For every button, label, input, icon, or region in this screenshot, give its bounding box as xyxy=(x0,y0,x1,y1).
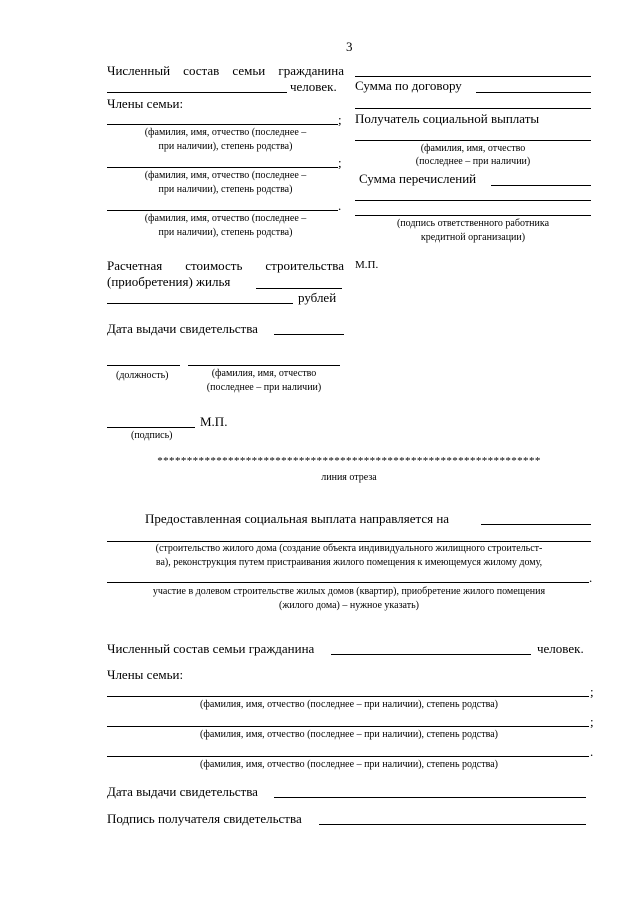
bottom-member-field-3[interactable] xyxy=(107,756,589,757)
page-number: 3 xyxy=(346,39,353,54)
transfer-sum-field[interactable] xyxy=(491,185,591,186)
seal-place-right: М.П. xyxy=(355,259,379,271)
member-hint-2a: (фамилия, имя, отчество (последнее – xyxy=(144,170,307,181)
signature-hint: (подпись) xyxy=(131,430,173,441)
member-hint-3a: (фамилия, имя, отчество (последнее – xyxy=(144,213,307,224)
bottom-issue-date-field[interactable] xyxy=(274,797,586,798)
bottom-semicolon-2: ; xyxy=(590,714,594,729)
estimated-cost-label-2: (приобретения) жилья xyxy=(107,274,231,289)
estimated-cost-unit: рублей xyxy=(298,290,337,305)
cut-line-label: линия отреза xyxy=(321,472,377,483)
family-count-unit: человек. xyxy=(290,79,337,94)
bottom-period: . xyxy=(590,744,594,759)
semicolon-1: ; xyxy=(338,112,342,127)
position-hint: (должность) xyxy=(116,370,169,381)
recipient-signature-field[interactable] xyxy=(319,824,586,825)
member-hint-1a: (фамилия, имя, отчество (последнее – xyxy=(144,127,307,138)
recipient-signature-label: Подпись получателя свидетельства xyxy=(107,811,302,826)
official-name-hint-1: (фамилия, имя, отчество xyxy=(211,368,317,379)
transfer-sum-label: Сумма перечислений xyxy=(359,171,477,186)
period-1: . xyxy=(338,198,342,213)
direction-hint-1: (строительство жилого дома (создание объекта индивидуального жилищного строительст- xyxy=(155,543,543,554)
member-hint-3b: при наличии), степень родства) xyxy=(158,227,293,238)
official-name-hint-2: (последнее – при наличии) xyxy=(206,382,322,393)
contract-sum-label: Сумма по договору xyxy=(355,78,462,93)
bottom-family-count-unit: человек. xyxy=(537,641,584,656)
contract-sum-field-2[interactable] xyxy=(355,108,591,109)
bottom-member-field-2[interactable] xyxy=(107,726,589,727)
estimated-cost-label: Расчетная стоимость строительства xyxy=(107,258,344,273)
cut-line-stars: ***************************************************************** xyxy=(157,455,541,467)
issue-date-label: Дата выдачи свидетельства xyxy=(107,321,258,336)
right-top-line[interactable] xyxy=(355,76,591,77)
recipient-label: Получатель социальной выплаты xyxy=(355,111,540,126)
transfer-sum-field-2[interactable] xyxy=(355,200,591,201)
family-count-field[interactable] xyxy=(107,92,287,93)
direction-field-3[interactable] xyxy=(107,582,589,583)
recipient-hint-1: (фамилия, имя, отчество xyxy=(420,143,526,154)
estimated-cost-field-a[interactable] xyxy=(256,288,342,289)
seal-place-left: М.П. xyxy=(200,414,228,429)
bottom-member-hint-3: (фамилия, имя, отчество (последнее – при наличии), степень родства) xyxy=(200,759,498,770)
direction-hint-2: ва), реконструкция путем пристраивания жилого помещения к имеющемуся жилому дому, xyxy=(155,557,543,568)
member-hint-2b: при наличии), степень родства) xyxy=(158,184,293,195)
direction-field[interactable] xyxy=(481,524,591,525)
issue-date-field[interactable] xyxy=(274,334,344,335)
bottom-issue-date-label: Дата выдачи свидетельства xyxy=(107,784,258,799)
member-hint-1b: при наличии), степень родства) xyxy=(158,141,293,152)
direction-hint-4: (жилого дома) – нужное указать) xyxy=(279,600,419,611)
family-member-field-1[interactable] xyxy=(107,124,338,125)
officer-hint-2: кредитной организации) xyxy=(420,232,526,243)
bottom-family-count-label: Численный состав семьи гражданина xyxy=(107,641,315,656)
bottom-family-count-field[interactable] xyxy=(331,654,531,655)
direction-field-2[interactable] xyxy=(107,541,591,542)
bottom-semicolon-1: ; xyxy=(590,684,594,699)
bottom-member-field-1[interactable] xyxy=(107,696,589,697)
contract-sum-field[interactable] xyxy=(476,92,591,93)
recipient-field[interactable] xyxy=(355,140,591,141)
official-name-field[interactable] xyxy=(188,365,340,366)
position-field[interactable] xyxy=(107,365,180,366)
family-member-field-3[interactable] xyxy=(107,210,338,211)
officer-hint-1: (подпись ответственного работника xyxy=(396,218,550,229)
family-members-label: Члены семьи: xyxy=(107,96,184,111)
bottom-member-hint-1: (фамилия, имя, отчество (последнее – при наличии), степень родства) xyxy=(200,699,498,710)
signature-field[interactable] xyxy=(107,427,195,428)
semicolon-2: ; xyxy=(338,155,342,170)
direction-period: . xyxy=(589,570,593,585)
direction-hint-3: участие в долевом строительстве жилых домов (квартир), приобретение жилого помещения xyxy=(152,586,546,597)
bottom-member-hint-2: (фамилия, имя, отчество (последнее – при наличии), степень родства) xyxy=(200,729,498,740)
family-count-label: Численный состав семьи гражданина xyxy=(107,63,344,78)
bottom-members-label: Члены семьи: xyxy=(107,667,184,682)
family-member-field-2[interactable] xyxy=(107,167,338,168)
direction-label: Предоставленная социальная выплата направляется на xyxy=(145,511,450,526)
recipient-hint-2: (последнее – при наличии) xyxy=(415,156,531,167)
officer-signature-field[interactable] xyxy=(355,215,591,216)
estimated-cost-field-b[interactable] xyxy=(107,303,293,304)
